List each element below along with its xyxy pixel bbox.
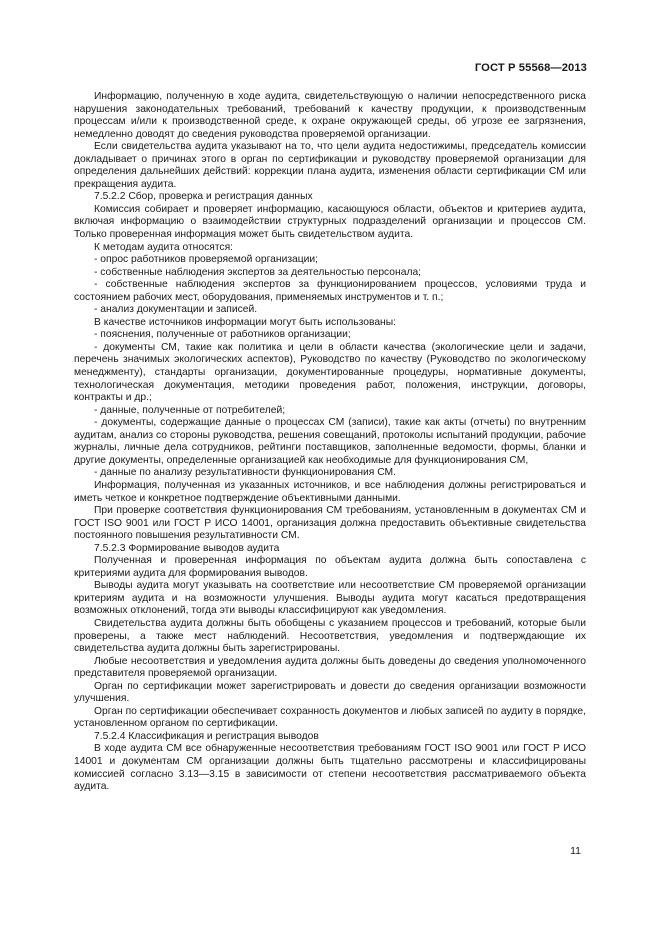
paragraph: Полученная и проверенная информация по объектам аудита должна быть сопоставлена с критериями аудита для формирования выводов. <box>74 555 586 579</box>
list-item: - собственные наблюдения экспертов за функционированием процессов, условиями труда и состоянием рабочих мест, оборудования, применяемых инструментов и т. п.; <box>74 279 586 303</box>
list-item: - анализ документации и записей. <box>94 304 258 316</box>
paragraph: Комиссия собирает и проверяет информацию, касающуюся области, объектов и критериев аудита, включая информацию о взаимодействии структурных подразделений организации и процессов СМ. Только проверенная информация может быть свидетельством аудита. <box>74 203 586 241</box>
paragraph: В ходе аудита СМ все обнаруженные несоответствия требованиям ГОСТ ISO 9001 или ГОСТ Р ИСО 14001 и документам СМ организации должны быть тщательно рассмотрены и классифицированы комиссией согласно 3.13—3.15 в зависимости от степени несоответствия рассматриваемого объекта аудита. <box>74 743 586 793</box>
paragraph: Если свидетельства аудита указывают на то, что цели аудита недостижимы, председатель комиссии докладывает о причинах этого в орган по сертификации и руководству проверяемой организации для определения дальнейших действий: коррекции плана аудита, изменения области сертификации СМ или прекращения аудита. <box>74 141 586 190</box>
section-heading: 7.5.2.4 Классификация и регистрация выводов <box>94 730 319 742</box>
list-item: - данные, полученные от потребителей; <box>94 404 286 416</box>
list-item: - документы, содержащие данные о процессах СМ (записи), такие как акты (отчеты) по внутренним аудитам, анализ со стороны руководства, решения совещаний, протоколы испытаний продукции, рабочие журналы, личные дела сотрудников, рейтинги поставщиков, заполненные ведомости, формы, бланки и другие документы, определенные организацией как необходимые для функционирования СМ, <box>74 417 586 466</box>
document-number: ГОСТ Р 55568—2013 <box>474 62 587 74</box>
document-body <box>74 91 586 794</box>
list-item: - пояснения, полученные от работников организации; <box>94 329 351 341</box>
list-item: - опрос работников проверяемой организации; <box>94 254 319 266</box>
paragraph: Орган по сертификации может зарегистрировать и довести до сведения организации возможности улучшения. <box>74 680 586 705</box>
paragraph: Выводы аудита могут указывать на соответствие или несоответствие СМ проверяемой организации критериям аудита и на возможности улучшения. Выводы аудита могут касаться предотвращения возможных отклонений, тогда эти выводы классифицируют как уведомления. <box>74 580 586 617</box>
list-item: - данные по анализу результативности функционирования СМ. <box>94 467 396 479</box>
paragraph: При проверке соответствия функционирования СМ требованиям, установленным в документах СМ и ГОСТ ISO 9001 или ГОСТ Р ИСО 14001, организация должна предоставить объективные свидетельства постоянного повышения результативности СМ. <box>74 505 586 542</box>
paragraph: Информацию, полученную в ходе аудита, свидетельствующую о наличии непосредственного риска нарушения законодательных требований, требований к качеству продукции, к производственным процессам и/или к производственной среде, к охране окружающей среды, об угрозе ее загрязнения, немедленно доводят до сведения руководства проверяемой организации. <box>74 91 586 140</box>
paragraph: Любые несоответствия и уведомления аудита должны быть доведены до сведения уполномоченного представителя проверяемой организации. <box>74 655 586 680</box>
list-item: - документы СМ, такие как политика и цели в области качества (экологические цели и задачи, перечень значимых экологических аспектов), Руководство по качеству (Руководство по экологическому менеджменту), стандарты организации, документированные процедуры, нормативные документы, технологическая документация, методики проведения работ, положения, инструкции, договоры, контракты и др.; <box>74 341 586 404</box>
paragraph: Орган по сертификации обеспечивает сохранность документов и любых записей по аудиту в порядке, установленном органом по сертификации. <box>74 705 586 730</box>
paragraph: В качестве источников информации могут быть использованы: <box>94 316 397 328</box>
paragraph: Свидетельства аудита должны быть обобщены с указанием процессов и требований, которые были проверены, а также мест наблюдений. Несоответствия, уведомления и подтверждающие их свидетельства аудита должны быть зарегистрированы. <box>74 617 586 655</box>
section-heading: 7.5.2.3 Формирование выводов аудита <box>94 542 280 554</box>
page-number: 11 <box>570 845 581 857</box>
section-heading: 7.5.2.2 Сбор, проверка и регистрация данных <box>94 191 313 203</box>
paragraph: Информация, полученная из указанных источников, и все наблюдения должны регистрироваться и иметь четкое и конкретное подтверждение объективными данными. <box>74 479 586 504</box>
paragraph: К методам аудита относятся: <box>94 241 234 253</box>
list-item: - собственные наблюдения экспертов за деятельностью персонала; <box>94 266 422 278</box>
